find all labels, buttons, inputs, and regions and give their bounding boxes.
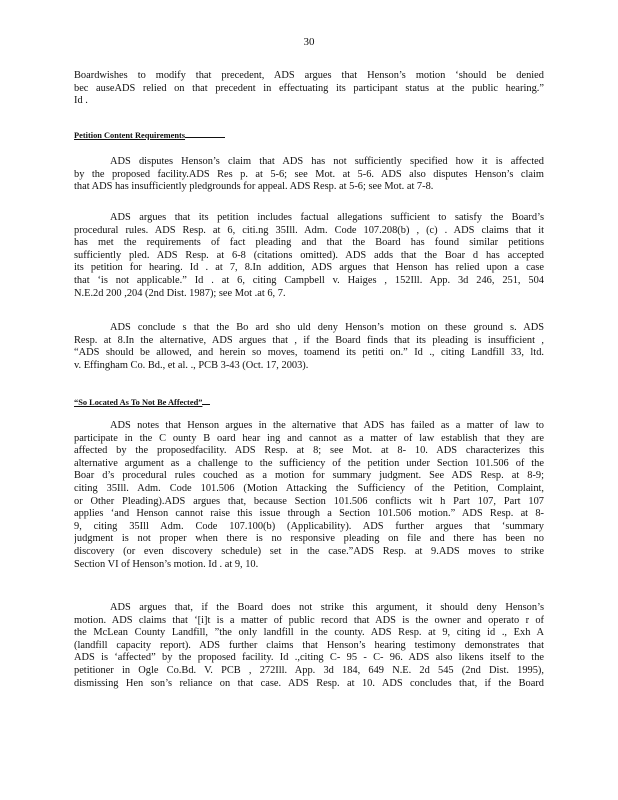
text-line: v. Effingham Co. Bd., et al. ., PCB 3-43 (Oct. 17, 2003).	[74, 359, 309, 371]
text-line: that ADS has insufficiently pledgrounds for appeal. ADS Resp. at 5-6; see Mot. at 7-8.	[74, 181, 434, 193]
text-line: alternative argument as a challenge to the sufficiency of the petition under Section 101.506 of the	[74, 457, 544, 469]
text-line: Boar d’s procedural rules couched as a motion for summary judgment. See ADS Resp. at 8-9;	[74, 470, 544, 482]
text-line: (landfill capacity report). ADS further claims that Henson’s hearing testimony demonstrates that	[74, 639, 544, 651]
paragraph	[74, 420, 544, 571]
text-line: Id .	[74, 95, 88, 107]
text-line: has met the requirements of fact pleading and that the Board has found similar petitions	[74, 237, 544, 249]
paragraph	[74, 212, 544, 300]
text-line: ADS notes that Henson argues in the alternative that ADS has failed as a matter of law to	[110, 420, 544, 431]
text-line: Section VI of Henson’s motion. Id . at 9, 10.	[74, 558, 259, 570]
text-line: 9, citing 35Ill Adm. Code 107.100(b) (Applicability). ADS further argues that ‘summary	[74, 520, 544, 532]
paragraph	[74, 602, 544, 690]
heading-underline	[185, 129, 225, 138]
paragraph-continuation	[74, 70, 544, 108]
text-line: its petition for hearing. Id . at 7, 8.In addition, ADS argues that Henson has relied upon a case	[74, 262, 544, 274]
text-line: N.E.2d 200 ,204 (2nd Dist. 1987); see Mot .at 6, 7.	[74, 287, 286, 299]
heading-underline	[202, 396, 210, 405]
page-number: 30	[303, 36, 315, 48]
text-line: participate in the C ounty B oard hear ing and cannot as a matter of law establish that they are	[74, 432, 544, 444]
text-line: ADS argues that its petition includes factual allegations sufficient to satisfy the Board’s	[110, 212, 544, 223]
section-heading	[74, 396, 210, 410]
text-line: dismissing Hen son’s reliance on that case. ADS Resp. at 10. ADS concludes that, if the Board	[74, 677, 544, 689]
text-line: or Other Pleading).ADS argues that, because Section 101.506 conflicts wit h Part 107, Part 107	[74, 495, 544, 507]
text-line: petitioner in Ogle Co.Bd. V. PCB , 272Ill. App. 3d 184, 649 N.E. 2d 545 (2nd Dist. 1995),	[74, 664, 544, 676]
text-line: Resp. at 8.In the alternative, ADS argues that , if the Board finds that its pleading is insufficient ,	[74, 334, 544, 346]
text-line: that ‘is not applicable.” Id . at 6, citing Campbell v. Haiges , 152Ill. App. 3d 246, 251, 504	[74, 274, 544, 286]
section-heading-text: “So Located As To Not Be Affected”	[74, 398, 203, 407]
text-line: sufficiently pled. ADS Resp. at 6-8 (citations omitted). ADS adds that the Boar d has accepted	[74, 249, 544, 261]
text-line: “ADS should be allowed, and herein so moves, toamend its petiti on.” Id ., citing Landfill 33, ltd.	[74, 347, 544, 359]
text-line: ADS disputes Henson’s claim that ADS has not sufficiently specified how it is affected	[110, 156, 544, 167]
section-heading-text: Petition Content Requirements	[74, 131, 186, 140]
text-line: bec auseADS relied on that precedent in effectuating its participant status at the public hearing.”	[74, 82, 544, 94]
text-line: by the proposed facility.ADS Res p. at 5-6; see Mot. at 5-6. ADS also disputes Henson’s claim	[74, 168, 544, 180]
text-line: procedural rules. ADS Resp. at 6, citi.ng 35Ill. Adm. Code 107.208(b) , (c) . ADS claims that it	[74, 224, 544, 236]
text-line: affected by the proposedfacility. ADS Resp. at 8; see Mot. at 8- 10. ADS characterizes this	[74, 445, 544, 457]
text-line: discovery (or even discovery schedule) set in the case.”ADS Resp. at 9.ADS moves to strike	[74, 545, 544, 557]
text-line: Boardwishes to modify that precedent, ADS argues that Henson’s motion ‘should be denied	[74, 70, 544, 81]
text-line: judgment is not proper when there is no responsive pleading on file and there has been no	[74, 533, 544, 545]
paragraph	[74, 322, 544, 372]
section-heading	[74, 129, 225, 143]
text-line: citing 35Ill. Adm. Code 101.506 (Motion Attacking the Sufficiency of the Petition, Complaint,	[74, 482, 544, 494]
text-line: ADS argues that, if the Board does not strike this argument, it should deny Henson’s	[110, 602, 544, 613]
paragraph	[74, 156, 544, 194]
text-line: ADS is ‘affected” by the proposed facility. Id .,citing C- 95 - C- 96. ADS also likens itself to the	[74, 652, 544, 664]
text-line: applies ‘and Henson cannot raise this issue through a Section 101.506 motion.” ADS Resp. at 8-	[74, 508, 544, 520]
text-line: the McLean County Landfill, ”the only landfill in the county. ADS Resp. at 9, citing id ., Exh A	[74, 627, 544, 639]
text-line: ADS conclude s that the Bo ard sho uld deny Henson’s motion on these ground s. ADS	[110, 322, 544, 333]
text-line: motion. ADS claims that ‘[i]t is a matter of public record that ADS is the owner and operato r of	[74, 614, 544, 626]
